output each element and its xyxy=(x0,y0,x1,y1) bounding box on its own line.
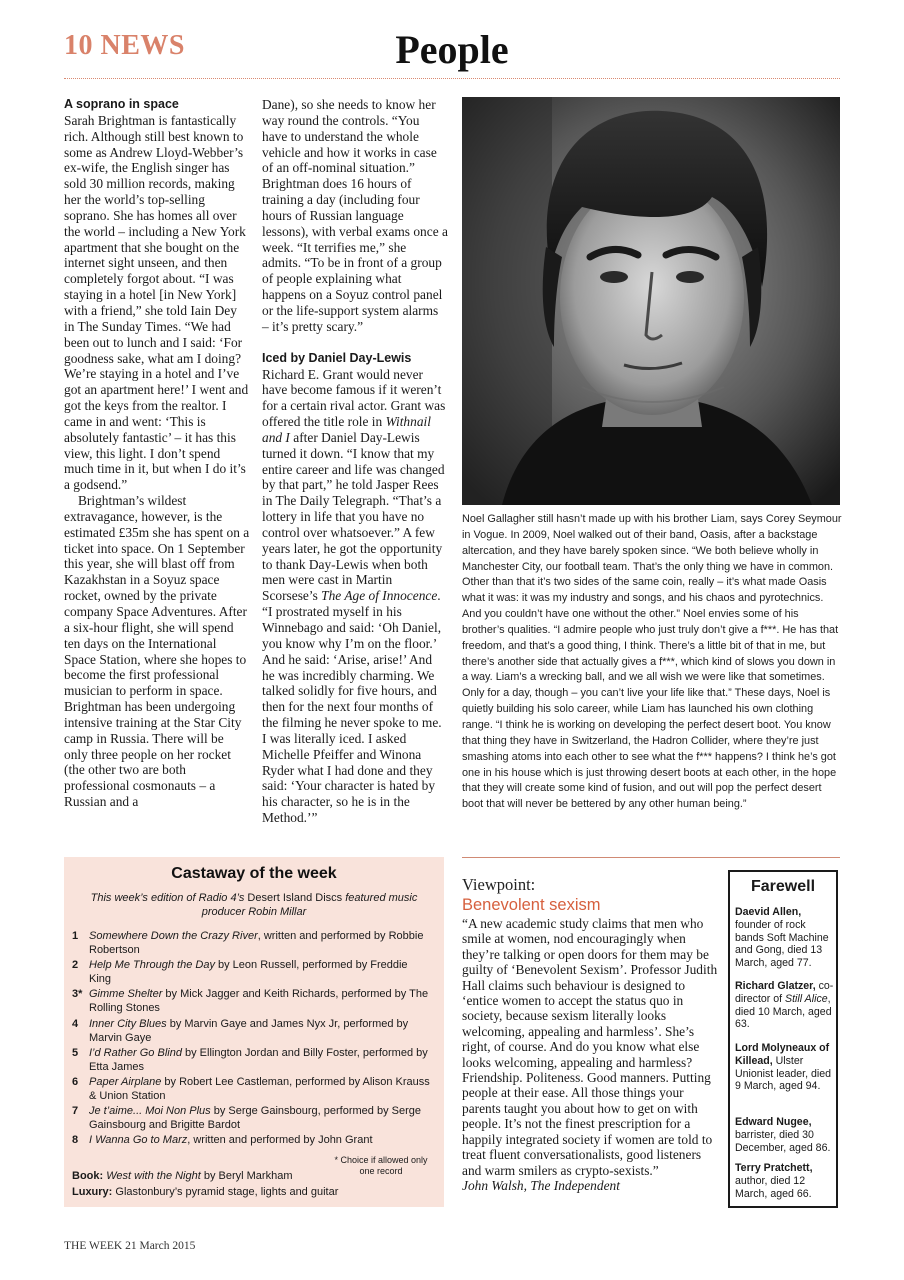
brightman-paragraph-continued: Dane), so she needs to know her way round the controls. “You have to understand the whole vehicle and how it works in case of an off-nominal situation.” Brightman does 16 hours of training a day (including four hours of Russian language lessons), with verbal exams once a week. “It terrifies me,” she admits. “To be in front of a group of people explaining what happens on a Soyuz control panel or the life-support system alarms – it’s pretty scary.” xyxy=(262,97,448,334)
castaway-luxury: Luxury: Glastonbury’s pyramid stage, lights and guitar xyxy=(72,1186,339,1198)
obituary-entry: Daevid Allen, founder of rock bands Soft Machine and Gong, died 13 March, aged 77. xyxy=(735,906,829,970)
castaway-title: Castaway of the week xyxy=(171,865,337,882)
castaway-box xyxy=(64,857,444,1207)
viewpoint-label: Viewpoint: xyxy=(462,875,536,894)
portrait-image xyxy=(462,97,840,505)
viewpoint-body xyxy=(462,916,720,1193)
viewpoint-title: Benevolent sexism xyxy=(462,896,601,914)
viewpoint-attribution: John Walsh, The Independent xyxy=(462,1177,620,1193)
castaway-intro: This week’s edition of Radio 4’s Desert Island Discs featured music producer Robin Millar xyxy=(90,892,418,918)
film-title: The Age of Innocence xyxy=(321,588,438,604)
caption-divider xyxy=(462,857,840,858)
obituary-entry: Terry Pratchett, author, died 12 March, aged 66. xyxy=(735,1162,813,1200)
track-item: 1 Somewhere Down the Crazy River, written and performed by Robbie Robertson xyxy=(72,930,424,956)
noel-gallagher-photo xyxy=(462,97,840,505)
track-item: 8 I Wanna Go to Marz, written and performed by John Grant xyxy=(72,1134,373,1146)
track-item: 5 I’d Rather Go Blind by Ellington Jordan and Billy Foster, performed by Etta James xyxy=(72,1047,428,1073)
obituary-entry: Richard Glatzer, co-director of Still Alice, died 10 March, aged 63. xyxy=(735,980,834,1031)
track-item: 3* Gimme Shelter by Mick Jagger and Keith Richards, performed by The Rolling Stones xyxy=(72,988,429,1014)
brightman-heading: A soprano in space xyxy=(64,97,179,111)
page-title: People xyxy=(395,27,509,72)
track-item: 4 Inner City Blues by Marvin Gaye and James Nyx Jr, performed by Marvin Gaye xyxy=(72,1018,409,1044)
track-item: 2 Help Me Through the Day by Leon Russell, performed by Freddie King xyxy=(72,959,408,985)
castaway-footnote: * Choice if allowed only one record xyxy=(334,1155,428,1176)
page-footer: THE WEEK 21 March 2015 xyxy=(64,1240,196,1252)
obituary-entry: Lord Molyneaux of Killead, Ulster Unionist leader, died 9 March, aged 94. xyxy=(735,1042,831,1093)
header-divider xyxy=(64,78,840,79)
castaway-book: Book: West with the Night by Beryl Markham xyxy=(72,1170,293,1182)
grant-paragraph: Richard E. Grant would never have become famous if it weren’t for a certain rival actor. Grant was offered the title role in Withnail and I after Daniel Day-Lewis turned it down. “I know that my entire career and life was changed by that part,” he told Jasper Rees in The Daily Telegraph. “That’s a lottery in life that you have no control over whatsoever.” A few years later, he got the opportunity to thank Day-Lewis when both men were cast in Martin Scorsese’s The Age of Innocence. “I prostrated myself in his Winnebago and said: ‘Oh Daniel, you know why I’m on the floor.’ And he said: ‘Arise, arise!’ And he was incredibly charming. We talked solidly for five hours, and then for the next four months of the filming he never spoke to me. I was literally iced. I asked Michelle Pfeiffer and Winona Ryder what I had done and they said: ‘Your character is hated by his character, so he is in the Method.’” xyxy=(262,366,446,826)
brightman-paragraph-1: Sarah Brightman is fantastically rich. Although still best known to some as Andrew Lloyd-Webber’s ex-wife, the English singer has sold 30 million records, making her the world’s top-selling soprano. She has homes all over the world – including a New York apartment that she bought on the internet sight unseen, and then completely forgot about. “I was staying in a hotel [in New York] with a friend,” she told Iain Dey in The Sunday Times. “We had been out to lunch and I said: ‘For goodness sake, what am I doing? We’re staying in a hotel and I’ve got an apartment here!’ I went and got the keys from the realtor. I came in and went: ‘This is absolutely fantastic’ – it has this view, this light. I don’t spend much time in it, but when I do it’s a godsend.” xyxy=(64,112,249,493)
photo-caption: Noel Gallagher still hasn’t made up with his brother Liam, says Corey Seymour in Vogue. In 2009, Noel walked out of their band, Oasis, after a backstage altercation, and they have barely spoken since. “We both believe wholly in Manchester City, our football team. That’s the only thing we have in common. Other than that it’s two sides of the same coin, really – it’s what made Oasis what it was: it was my industry and songs, and his chaos and pyrotechnics. And you couldn’t have one without the other.” Noel envies some of his brother’s qualities. “I admire people who just truly don’t give a f***. He has that freedom, and that’s a good thing, I think. There’s a little bit of that in me, but there’s another side that actually gives a f***, which kind of slows you down in a way. Liam’s a wrecking ball, and we all wish we were like that sometimes. Only for a day, though – you can’t live your life like that.” These days, Noel is quietly building his solo career, while Liam has launched his own clothing range. “I think he is working on developing the perfect desert boot. You know that thing they have in Switzerland, the Hadron Collider, where they’re just smashing atoms into each other to see what the f*** happens? I think he’s got one in his house which is just throwing desert boots at each other, in the hope that they will create some kind of fusion, and out will pop the perfect desert boot that will never be bettered by any other human being.” xyxy=(462,513,842,811)
film-title: Withnail and I xyxy=(262,414,431,445)
article-brightman xyxy=(64,97,250,810)
grant-heading: Iced by Daniel Day-Lewis xyxy=(262,350,412,365)
brightman-paragraph-2: Brightman’s wildest extravagance, however, is the estimated £35m she has spent on a ticket into space. On 1 September this year, she will blast off from Kazakhstan in a Soyuz space rocket, owned by the private company Space Adventures. After a six-hour flight, she will spend ten days on the International Space Station, where she hopes to become the first professional musician to perform in space. Brightman has been undergoing intensive training at the Star City camp in Russia. There will be only three people on her rocket (the other two are both professional cosmonauts – a Russian and a xyxy=(64,493,250,810)
farewell-title: Farewell xyxy=(750,878,816,895)
farewell-box xyxy=(728,870,838,1208)
track-item: 6 Paper Airplane by Robert Lee Castleman, performed by Alison Krauss & Union Station xyxy=(72,1076,430,1102)
obituary-entry: Edward Nugee, barrister, died 30 December, aged 86. xyxy=(735,1116,831,1154)
section-label: 10 NEWS xyxy=(64,30,185,61)
article-column-2 xyxy=(262,97,448,826)
track-item: 7 Je t’aime... Moi Non Plus by Serge Gainsbourg, performed by Serge Gainsbourg and Brigitte Bardot xyxy=(72,1105,421,1131)
viewpoint-quote: “A new academic study claims that men who smile at women, nod encouragingly when they’re talking or open doors for them may be guilty of ‘Benevolent Sexism’. Professor Judith Hall claims such behaviour is designed to ‘entice women to accept the status quo in society, because sexism literally looks welcoming, appealing and harmless’. She’s right, of course. And do you know what else looks welcoming, appealing and harmless? Friendship. Politeness. Good manners. Putting people at their ease. All those things your parents taught you about how to get on with people. It’s not the finest prescription for a happily integrated society if women are told to treat fluent conversationalists, good listeners and warm smilers as crypto-sexists.” xyxy=(462,916,718,1178)
